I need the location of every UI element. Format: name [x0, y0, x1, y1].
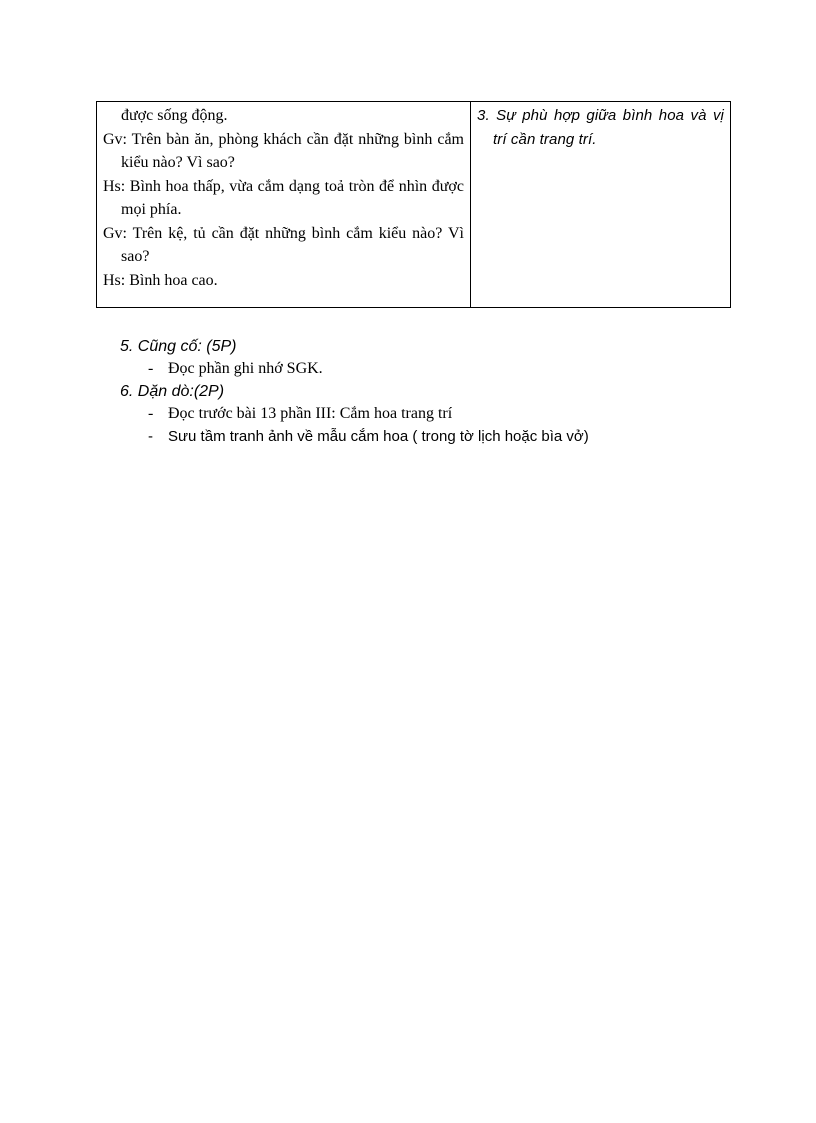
- list-item-text: Đọc phần ghi nhớ SGK.: [168, 360, 323, 377]
- list-item-text: Đọc trước bài 13 phần III: Cắm hoa trang trí: [168, 405, 453, 422]
- list-item: [148, 403, 452, 425]
- content-point: 3. Sự phù hợp giữa bình hoa và vị trí cần trang trí.: [477, 107, 724, 148]
- dialogue-line: được sống động.: [121, 107, 228, 124]
- section-heading-consolidation: 5. Cũng cố: (5P): [120, 338, 237, 355]
- lesson-table: [96, 101, 731, 308]
- content-summary-cell: [471, 102, 731, 308]
- table-row: [97, 102, 731, 308]
- section-heading-homework: 6. Dặn dò:(2P): [120, 383, 225, 400]
- dialogue-line: Gv: Trên kệ, tủ cần đặt những bình cắm kiểu nào? Vì sao?: [103, 224, 464, 265]
- teacher-student-dialogue-cell: [97, 102, 471, 308]
- dialogue-line: Hs: Bình hoa cao.: [103, 271, 218, 289]
- dialogue-line: Hs: Bình hoa thấp, vừa cắm dạng toả tròn để nhìn được mọi phía.: [103, 177, 464, 218]
- list-item: [148, 358, 323, 380]
- bullet-dash: -: [148, 428, 153, 445]
- bullet-dash: -: [148, 405, 154, 422]
- list-item-text: Sưu tầm tranh ảnh về mẫu cắm hoa ( trong tờ lịch hoặc bìa vở): [168, 428, 589, 445]
- dialogue-line: Gv: Trên bàn ăn, phòng khách cần đặt những bình cắm kiểu nào? Vì sao?: [103, 130, 464, 171]
- bullet-dash: -: [148, 360, 154, 377]
- list-item: [148, 426, 589, 448]
